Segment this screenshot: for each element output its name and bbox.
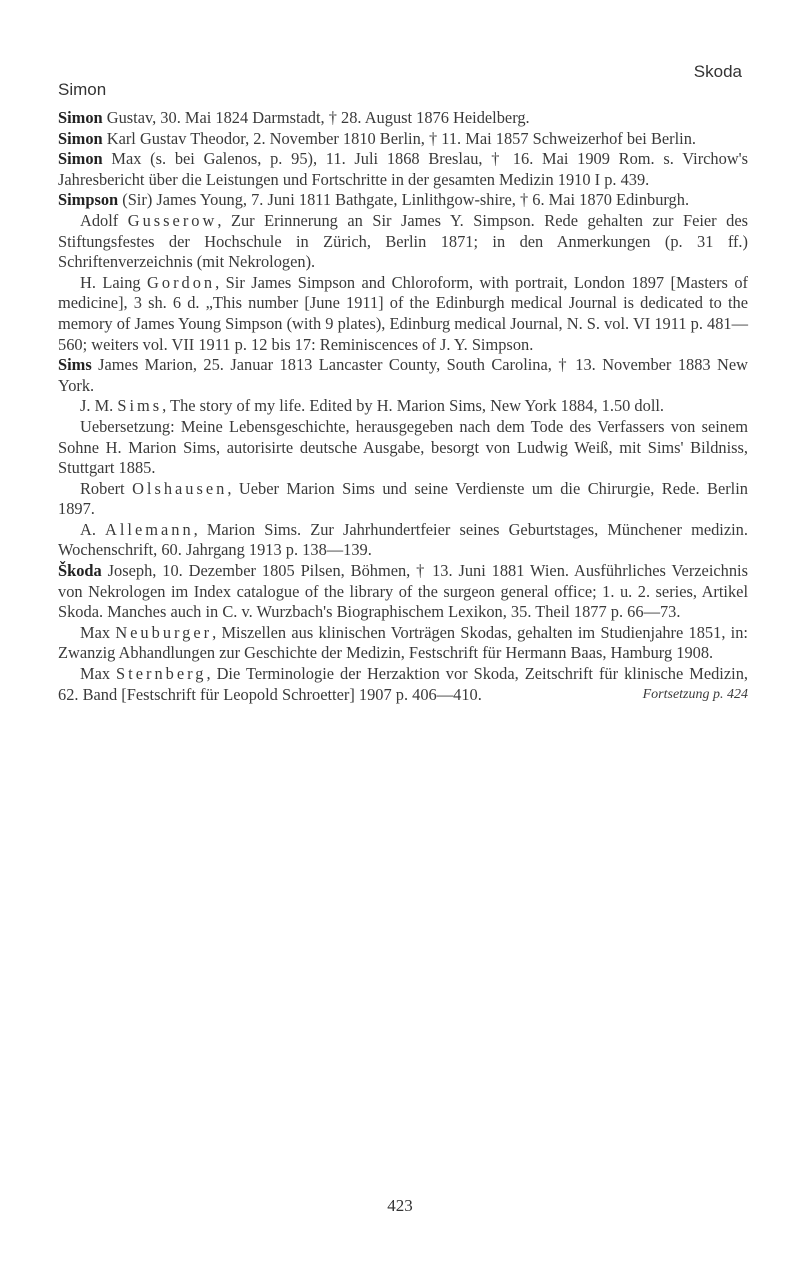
entry-text: Gustav, 30. Mai 1824 Darmstadt, † 28. August 1876 Heidelberg. xyxy=(102,108,530,127)
biographical-entry xyxy=(58,355,748,396)
header-left: Simon xyxy=(58,80,107,99)
author-surname: Gordon xyxy=(147,272,216,292)
reference-text: Uebersetzung: Meine Lebensgeschichte, herausgegeben nach dem Tode des Verfassers von seinem Sohne H. Marion Sims, autorisirte deutsche Ausgabe, besorgt von Ludwig Weiß, mit Sims' Bildniss, Stuttgart 1885. xyxy=(58,416,748,478)
entry-text: (Sir) James Young, 7. Juni 1811 Bathgate, Linlithgow-shire, † 6. Mai 1870 Edinburgh. xyxy=(118,190,690,210)
biographical-entry xyxy=(58,108,748,129)
bibliography-reference xyxy=(58,273,748,355)
entry-headword: Škoda xyxy=(58,561,102,581)
author-prefix: Max xyxy=(80,622,116,642)
biographical-entry xyxy=(58,561,748,623)
bibliography-reference xyxy=(58,396,748,417)
author-surname: Olshausen xyxy=(132,478,228,498)
entry-text: Joseph, 10. Dezember 1805 Pilsen, Böhmen, † 13. Juni 1881 Wien. Ausführliches Verzeichnis von Nekrologen im Index catalogue of the library of the surgeon general office; 1. u. 2. series, Artikel Skoda. Manches auch in C. v. Wurzbach's Biographischem Lexikon, 35. Theil 1877 p. 66—73. xyxy=(58,561,748,622)
entry-text: James Marion, 25. Januar 1813 Lancaster County, South Carolina, † 13. November 1883 New York. xyxy=(58,355,748,395)
author-surname: Sternberg xyxy=(116,664,207,684)
entry-text: Karl Gustav Theodor, 2. November 1810 Berlin, † 11. Mai 1857 Schweizerhof bei Berlin. xyxy=(102,128,697,148)
biographical-entry xyxy=(58,149,748,190)
reference-text: , Zur Erinnerung an Sir James Y. Simpson. Rede gehalten zur Feier des Stiftungsfestes der Hochschule in Zürich, Berlin 1871; in den Anmerkungen (p. 31 ff.) Schriftenverzeichnis (mit Nekrologen). xyxy=(58,210,748,272)
author-prefix: A. xyxy=(80,519,106,539)
author-surname: Gusserow xyxy=(127,210,218,230)
author-prefix: J. M. xyxy=(80,396,118,416)
biographical-entry xyxy=(58,129,748,150)
reference-text: , The story of my life. Edited by H. Marion Sims, New York 1884, 1.50 doll. xyxy=(162,396,665,416)
entry-headword: Simon xyxy=(58,108,103,127)
continuation-note: Fortsetzung p. 424 xyxy=(642,686,748,702)
author-surname: Neuburger xyxy=(115,622,213,642)
author-surname: Allemann xyxy=(105,519,194,539)
reference-text: , Miszellen aus klinischen Vorträgen Skodas, gehalten im Studienjahre 1851, in: Zwanzig Abhandlungen zur Geschichte der Medizin, Festschrift für Hermann Baas, Hamburg 1908. xyxy=(58,622,748,663)
bibliography-reference xyxy=(58,211,748,273)
entry-headword: Simpson xyxy=(58,190,119,210)
author-prefix: Robert xyxy=(80,478,133,498)
author-prefix: H. Laing xyxy=(80,272,148,292)
reference-text: , Die Terminologie der Herzaktion vor Skoda, Zeitschrift für klinische Medizin, 62. Band [Festschrift für Leopold Schroetter] 1907 p. 406—410. xyxy=(58,664,748,704)
author-prefix: Max xyxy=(80,664,117,684)
bibliography-reference xyxy=(58,520,748,561)
entry-headword: Simon xyxy=(58,149,103,169)
reference-text: , Sir James Simpson and Chloroform, with portrait, London 1897 [Masters of medicine], 3 sh. 6 d. „This number [June 1911] of the Edinburgh medical Journal is dedicated to the memory of James Young Simpson (with 9 plates), Edinburg medical Journal, N. S. vol. VI 1911 p. 481—560; weiters vol. VII 1911 p. 12 bis 17: Reminiscences of J. Y. Simpson. xyxy=(58,272,748,354)
header-right: Skoda xyxy=(693,62,742,81)
entry-text: Max (s. bei Galenos, p. 95), 11. Juli 1868 Breslau, † 16. Mai 1909 Rom. s. Virchow's Jahresbericht über die Leistungen und Fortschritte in der gesamten Medizin 1910 I p. 439. xyxy=(58,149,748,189)
bibliography-reference xyxy=(58,664,748,705)
entry-headword: Sims xyxy=(58,355,92,375)
author-prefix: Adolf xyxy=(80,210,128,230)
reference-text: , Marion Sims. Zur Jahrhundertfeier seines Geburtstages, Münchener medizin. Wochenschrift, 60. Jahrgang 1913 p. 138—139. xyxy=(58,519,748,560)
page-body xyxy=(58,108,748,705)
entry-headword: Simon xyxy=(58,128,103,148)
running-header xyxy=(58,60,742,99)
reference-text: , Ueber Marion Sims und seine Verdienste um die Chirurgie, Rede. Berlin 1897. xyxy=(58,478,748,519)
bibliography-reference xyxy=(58,623,748,664)
biographical-entry xyxy=(58,190,748,211)
page-number: 423 xyxy=(387,1196,413,1215)
bibliography-reference xyxy=(58,479,748,520)
bibliography-reference xyxy=(58,417,748,479)
author-surname: Sims xyxy=(117,396,163,416)
